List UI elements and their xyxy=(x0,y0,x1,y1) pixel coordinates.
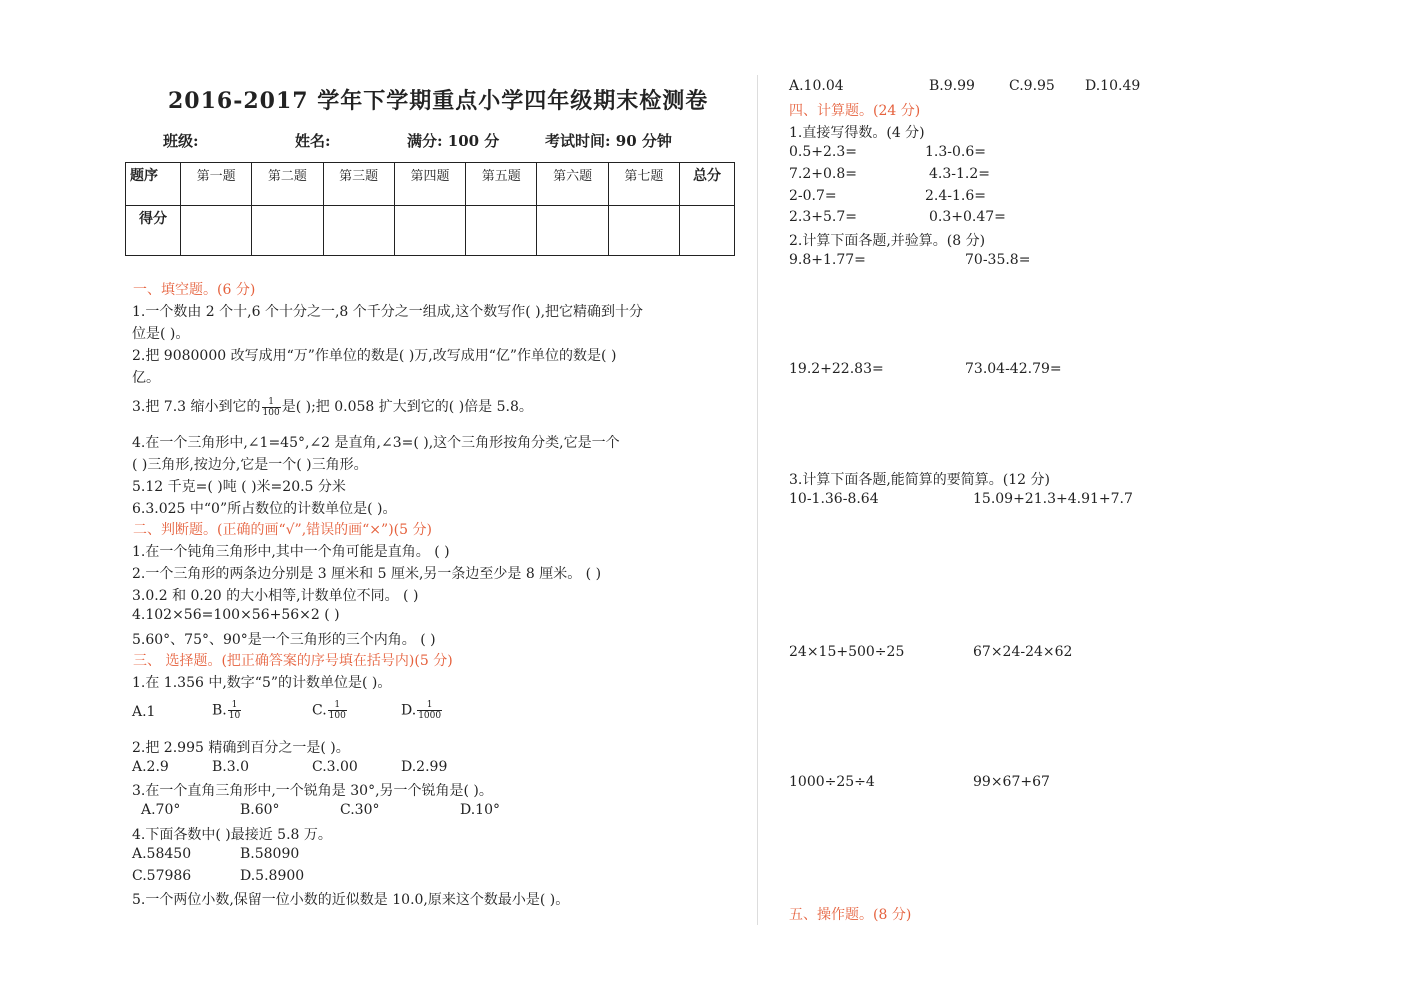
calc-item: 73.04-42.79= xyxy=(965,361,1062,377)
section-2-title: 二、判断题。(正确的画“√”,错误的画“×”)(5 分) xyxy=(133,522,432,538)
section-5-title: 五、操作题。(8 分) xyxy=(789,907,912,923)
fraction-denominator: 100 xyxy=(328,711,346,721)
option: B.9.99 xyxy=(929,78,975,94)
option: B.58090 xyxy=(240,846,300,862)
question-text: ( )三角形,按边分,它是一个( )三角形。 xyxy=(132,457,368,473)
calc-item: 4.3-1.2= xyxy=(929,166,990,182)
question-text: 1.在 1.356 中,数字“5”的计数单位是( )。 xyxy=(132,675,392,691)
question-text: 位是( )。 xyxy=(132,326,190,342)
option: D.10° xyxy=(460,802,500,818)
score-cell[interactable] xyxy=(608,206,679,256)
option: C.9.95 xyxy=(1009,78,1055,94)
question-text: 4.在一个三角形中,∠1=45°,∠2 是直角,∠3=( ),这个三角形按角分类,它是一个 xyxy=(132,435,620,451)
class-label: 班级: xyxy=(163,132,199,150)
fraction xyxy=(262,397,281,418)
score-table-header: 题序 xyxy=(126,163,181,206)
fraction xyxy=(328,700,347,721)
fraction xyxy=(417,700,442,721)
question-text-part: 是( );把 0.058 扩大到它的( )倍是 5.8。 xyxy=(281,399,533,415)
full-score-label: 满分: 100 分 xyxy=(407,132,500,150)
option: D.2.99 xyxy=(401,759,448,775)
calc-item: 7.2+0.8= xyxy=(789,166,857,182)
score-cell[interactable] xyxy=(323,206,394,256)
option-letter: C. xyxy=(312,702,327,719)
score-table-header-row xyxy=(126,163,735,206)
option xyxy=(401,700,443,721)
score-cell[interactable] xyxy=(466,206,537,256)
option: A.10.04 xyxy=(789,78,844,94)
question-text: 3.在一个直角三角形中,一个锐角是 30°,另一个锐角是( )。 xyxy=(132,783,493,799)
calc-item: 1000÷25÷4 xyxy=(789,774,875,790)
calc-item: 24×15+500÷25 xyxy=(789,644,905,660)
question-text: 亿。 xyxy=(132,370,160,386)
calc-item: 70-35.8= xyxy=(965,252,1031,268)
question-text: 4.下面各数中( )最接近 5.8 万。 xyxy=(132,827,332,843)
score-cell[interactable] xyxy=(680,206,735,256)
fraction-numerator: 1 xyxy=(262,397,281,408)
score-table-score-row xyxy=(126,206,735,256)
question-text: 5.12 千克=( )吨 ( )米=20.5 分米 xyxy=(132,479,346,495)
option: B.3.0 xyxy=(212,759,250,775)
option: A.58450 xyxy=(132,846,192,862)
fraction-numerator: 1 xyxy=(417,700,442,711)
question-text: 1.直接写得数。(4 分) xyxy=(789,125,925,141)
fraction-denominator: 1000 xyxy=(418,711,442,721)
section-1-title: 一、填空题。(6 分) xyxy=(133,282,256,298)
fraction-numerator: 1 xyxy=(328,700,347,711)
question-text xyxy=(132,396,533,418)
question-text: 2.把 9080000 改写成用“万”作单位的数是( )万,改写成用“亿”作单位的数是( ) xyxy=(132,348,617,364)
option: C.57986 xyxy=(132,868,192,884)
calc-item: 0.3+0.47= xyxy=(929,209,1006,225)
calc-item: 2.3+5.7= xyxy=(789,209,857,225)
calc-item: 0.5+2.3= xyxy=(789,144,857,160)
page-title: 2016-2017 学年下学期重点小学四年级期末检测卷 xyxy=(168,88,709,114)
question-text: 3.计算下面各题,能简算的要简算。(12 分) xyxy=(789,472,1050,488)
option xyxy=(212,700,242,721)
score-row-label: 得分 xyxy=(126,206,181,256)
fraction xyxy=(228,700,241,721)
question-text: 5.一个两位小数,保留一位小数的近似数是 10.0,原来这个数最小是( )。 xyxy=(132,892,570,908)
option: C.3.00 xyxy=(312,759,358,775)
section-3-title: 三、 选择题。(把正确答案的序号填在括号内)(5 分) xyxy=(133,653,453,669)
option: D.10.49 xyxy=(1085,78,1141,94)
question-text: 2.把 2.995 精确到百分之一是( )。 xyxy=(132,740,350,756)
calc-item: 99×67+67 xyxy=(973,774,1050,790)
question-text: 1.在一个钝角三角形中,其中一个角可能是直角。 ( ) xyxy=(132,544,450,560)
fraction-denominator: 10 xyxy=(228,711,241,721)
score-table-header: 第六题 xyxy=(537,163,608,206)
option xyxy=(312,700,348,721)
score-cell[interactable] xyxy=(252,206,323,256)
option: A.70° xyxy=(141,802,181,818)
question-text: 2.计算下面各题,并验算。(8 分) xyxy=(789,233,986,249)
option: A.1 xyxy=(132,704,156,720)
calc-item: 19.2+22.83= xyxy=(789,361,884,377)
score-table-header: 第四题 xyxy=(394,163,465,206)
section-4-title: 四、计算题。(24 分) xyxy=(789,103,921,119)
score-table-header: 第一题 xyxy=(180,163,251,206)
score-table xyxy=(125,162,735,256)
calc-item: 1.3-0.6= xyxy=(925,144,986,160)
exam-time-label: 考试时间: 90 分钟 xyxy=(545,132,672,150)
name-label: 姓名: xyxy=(295,132,331,150)
score-cell[interactable] xyxy=(537,206,608,256)
calc-item: 67×24-24×62 xyxy=(973,644,1073,660)
calc-item: 2-0.7= xyxy=(789,188,837,204)
question-text-part: 3.把 7.3 缩小到它的 xyxy=(132,399,261,415)
option: C.30° xyxy=(340,802,380,818)
calc-item: 15.09+21.3+4.91+7.7 xyxy=(973,491,1133,507)
score-table-header: 第五题 xyxy=(466,163,537,206)
question-text: 5.60°、75°、90°是一个三角形的三个内角。 ( ) xyxy=(132,632,436,648)
question-text: 6.3.025 中“0”所占数位的计数单位是( )。 xyxy=(132,501,397,517)
option-letter: B. xyxy=(212,702,227,719)
score-table-header: 第三题 xyxy=(323,163,394,206)
option: D.5.8900 xyxy=(240,868,305,884)
calc-item: 10-1.36-8.64 xyxy=(789,491,879,507)
score-cell[interactable] xyxy=(394,206,465,256)
option-letter: D. xyxy=(401,702,417,719)
option: A.2.9 xyxy=(132,759,169,775)
option: B.60° xyxy=(240,802,280,818)
score-table-header: 第二题 xyxy=(252,163,323,206)
score-cell[interactable] xyxy=(180,206,251,256)
score-table-header: 第七题 xyxy=(608,163,679,206)
question-text: 2.一个三角形的两条边分别是 3 厘米和 5 厘米,另一条边至少是 8 厘米。 ( ) xyxy=(132,566,602,582)
fraction-numerator: 1 xyxy=(228,700,241,711)
score-table-header: 总分 xyxy=(680,163,735,206)
question-text: 1.一个数由 2 个十,6 个十分之一,8 个千分之一组成,这个数写作( ),把它精确到十分 xyxy=(132,304,644,320)
fraction-denominator: 100 xyxy=(262,407,280,418)
question-text: 4.102×56=100×56+56×2 ( ) xyxy=(132,607,340,623)
column-divider xyxy=(757,75,758,925)
calc-item: 9.8+1.77= xyxy=(789,252,866,268)
calc-item: 2.4-1.6= xyxy=(925,188,986,204)
question-text: 3.0.2 和 0.20 的大小相等,计数单位不同。 ( ) xyxy=(132,588,419,604)
